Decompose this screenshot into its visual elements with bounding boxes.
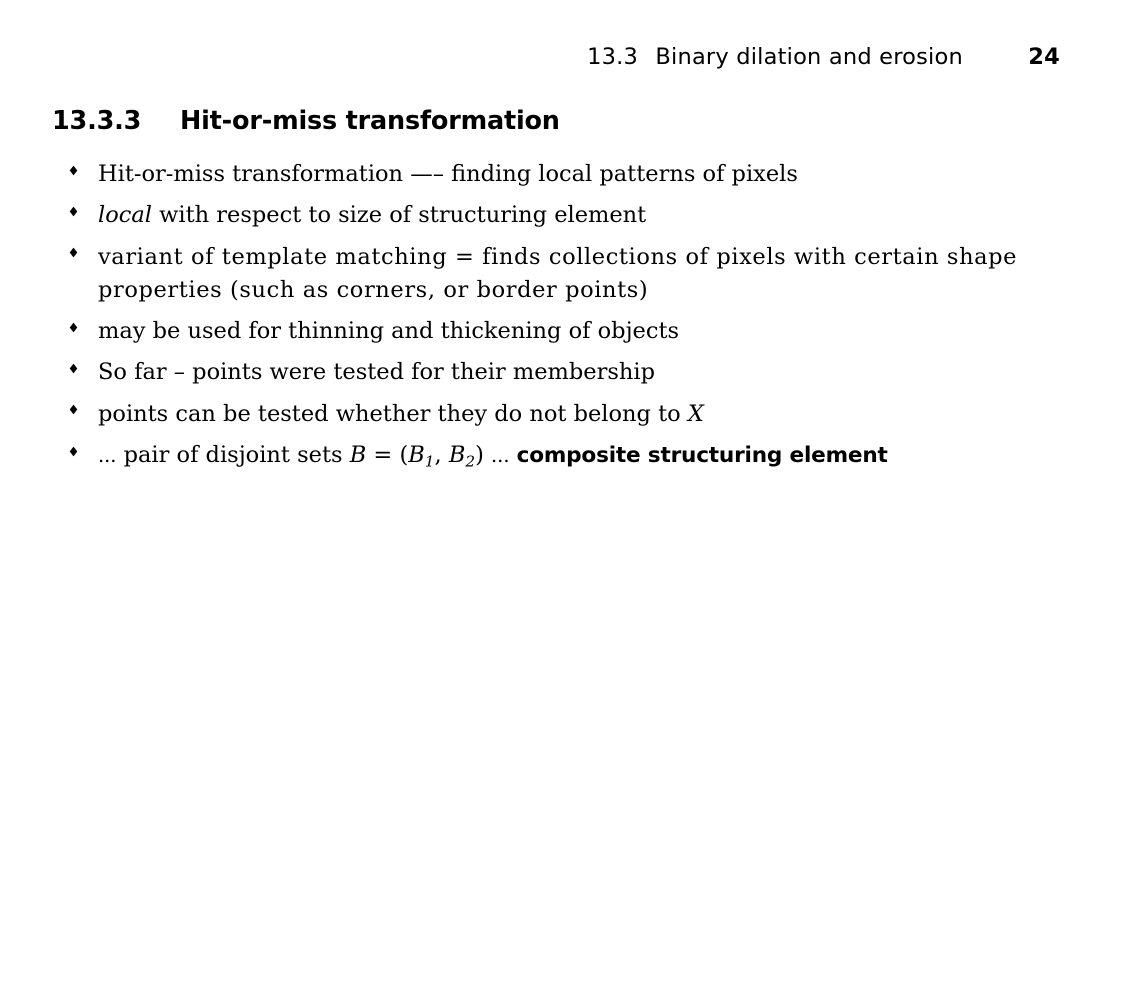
list-item <box>68 241 1078 307</box>
list-item <box>68 439 1078 473</box>
list-item-text <box>98 441 888 471</box>
list-item <box>68 398 1078 431</box>
section-number: 13.3.3 <box>52 106 142 136</box>
bullet-6-symbol-x: X <box>687 400 704 427</box>
list-item <box>68 356 1078 389</box>
bullet-7-equals: = <box>373 441 393 468</box>
diamond-bullet-icon <box>68 165 79 176</box>
slide-header <box>0 44 1060 70</box>
header-page-number: 24 <box>1028 44 1060 70</box>
bullet-7-emphasis-term: composite structuring element <box>516 442 888 468</box>
bullet-7-comma: , <box>434 441 442 468</box>
section-title-text: Hit-or-miss transformation <box>180 106 560 136</box>
diamond-bullet-icon <box>68 322 79 333</box>
diamond-bullet-icon <box>68 206 79 217</box>
bullet-7-symbol-b1: B <box>408 441 425 468</box>
bullet-7-subscript-1: 1 <box>424 452 435 471</box>
bullet-7-paren-close: ) <box>475 441 484 468</box>
bullet-2-emphasis: local <box>98 202 152 229</box>
bullet-7-paren-open: ( <box>399 441 409 468</box>
list-item <box>68 158 1078 191</box>
diamond-bullet-icon <box>68 363 79 374</box>
header-section-number: 13.3 <box>587 44 639 70</box>
list-item-text <box>98 161 798 187</box>
bullet-1-part-b: finding local patterns of pixels <box>451 161 798 187</box>
bullet-list <box>68 158 1078 481</box>
page-title <box>52 106 560 136</box>
bullet-7-subscript-2: 2 <box>465 452 476 471</box>
list-item-text <box>98 401 704 427</box>
diamond-bullet-icon <box>68 404 79 415</box>
list-item-text: variant of template matching = finds collections of pixels with certain shape properties (such as corners, or border points) <box>98 243 1018 303</box>
bullet-7-trailing-dots: ... <box>491 443 510 467</box>
header-section-title: Binary dilation and erosion <box>655 44 963 70</box>
list-item <box>68 315 1078 348</box>
bullet-7-leading-dots: ... <box>98 443 117 467</box>
list-item-text: So far – points were tested for their membership <box>98 359 655 386</box>
diamond-bullet-icon <box>68 247 79 258</box>
bullet-1-part-a: Hit-or-miss transformation <box>98 161 404 187</box>
bullet-2-part-b: with respect to size of structuring element <box>159 202 647 229</box>
list-item-text: may be used for thinning and thickening of objects <box>98 317 680 344</box>
bullet-7-symbol-b2: B <box>448 441 466 468</box>
bullet-7-part-b: pair of disjoint sets <box>123 441 343 468</box>
list-item-text <box>98 202 646 228</box>
bullet-6-part-a: points can be tested whether they do not belong to <box>98 400 681 427</box>
bullet-1-dash: —– <box>410 161 444 187</box>
list-item <box>68 199 1078 232</box>
diamond-bullet-icon <box>68 446 79 457</box>
bullet-7-symbol-b: B <box>349 441 367 468</box>
